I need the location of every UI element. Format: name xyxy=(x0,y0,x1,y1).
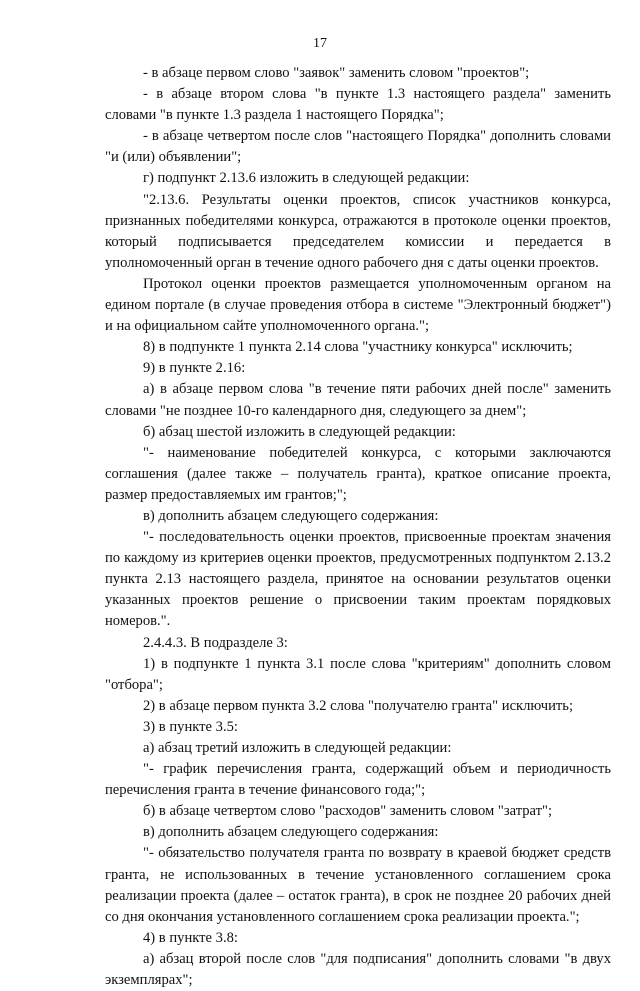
paragraph: 1) в подпункте 1 пункта 3.1 после слова "критериям" дополнить словом "отбора"; xyxy=(105,655,611,693)
paragraph: б) абзац шестой изложить в следующей редакции: xyxy=(143,423,456,440)
paragraph: 4) в пункте 3.8: xyxy=(143,929,238,946)
paragraph: 9) в пункте 2.16: xyxy=(143,360,246,377)
paragraph: а) абзац второй после слов "для подписания" дополнить словами "в двух экземплярах"; xyxy=(105,950,611,989)
paragraph: "- последовательность оценки проектов, присвоенные проектам значения по каждому из критериев оценки проектов, предусмотренных подпунктом 2.13.2 пункта 2.13 настоящего раздела, принятое на основании результатов оценки указанных проектов решение о присвоении таким проектам порядковых номеров.". xyxy=(105,529,611,630)
document-body xyxy=(105,63,611,991)
paragraph: 3) в пункте 3.5: xyxy=(143,718,238,735)
paragraph: "- наименование победителей конкурса, с которыми заключаются соглашения (далее также – получатель гранта), краткое описание проекта, размер предоставляемых им грантов;"; xyxy=(105,444,611,503)
paragraph: а) абзац третий изложить в следующей редакции: xyxy=(143,740,452,756)
paragraph: 8) в подпункте 1 пункта 2.14 слова "участнику конкурса" исключить; xyxy=(143,339,573,356)
paragraph: "- обязательство получателя гранта по возврату в краевой бюджет средств гранта, не использованных в течение установленного соглашением срока реализации проекта (далее – остаток гранта), в срок не позднее 20 рабочих дней со дня окончания установленного соглашением срока реализации проекта."; xyxy=(105,845,611,925)
page-number: 17 xyxy=(313,36,327,51)
paragraph: б) в абзаце четвертом слово "расходов" заменить словом "затрат"; xyxy=(143,803,553,820)
paragraph: в) дополнить абзацем следующего содержания: xyxy=(143,824,439,841)
paragraph: а) в абзаце первом слова "в течение пяти рабочих дней после" заменить словами "не позднее 10-го календарного дня, следующего за днем"; xyxy=(105,381,611,419)
paragraph: 2) в абзаце первом пункта 3.2 слова "получателю гранта" исключить; xyxy=(143,697,574,714)
paragraph: - в абзаце втором слова "в пункте 1.3 настоящего раздела" заменить словами "в пункте 1.3 раздела 1 настоящего Порядка"; xyxy=(105,86,611,124)
paragraph: г) подпункт 2.13.6 изложить в следующей редакции: xyxy=(143,170,470,187)
paragraph: "2.13.6. Результаты оценки проектов, список участников конкурса, признанных победителями конкурса, отражаются в протоколе оценки проектов, который подписывается председателем комиссии и передается в уполномоченный орган в течение одного рабочего дня с даты оценки проектов. xyxy=(105,191,611,271)
paragraph: в) дополнить абзацем следующего содержания: xyxy=(143,507,439,524)
paragraph: - в абзаце первом слово "заявок" заменить словом "проектов"; xyxy=(143,65,530,81)
paragraph: - в абзаце четвертом после слов "настоящего Порядка" дополнить словами "и (или) объявлении"; xyxy=(105,128,611,166)
paragraph: Протокол оценки проектов размещается уполномоченным органом на едином портале (в случае проведения отбора в системе "Электронный бюджет") и на официальном сайте уполномоченного органа."; xyxy=(105,275,611,335)
paragraph: "- график перечисления гранта, содержащий объем и периодичность перечисления гранта в течение финансового года;"; xyxy=(105,761,611,799)
paragraph: 2.4.4.3. В подразделе 3: xyxy=(143,634,288,651)
